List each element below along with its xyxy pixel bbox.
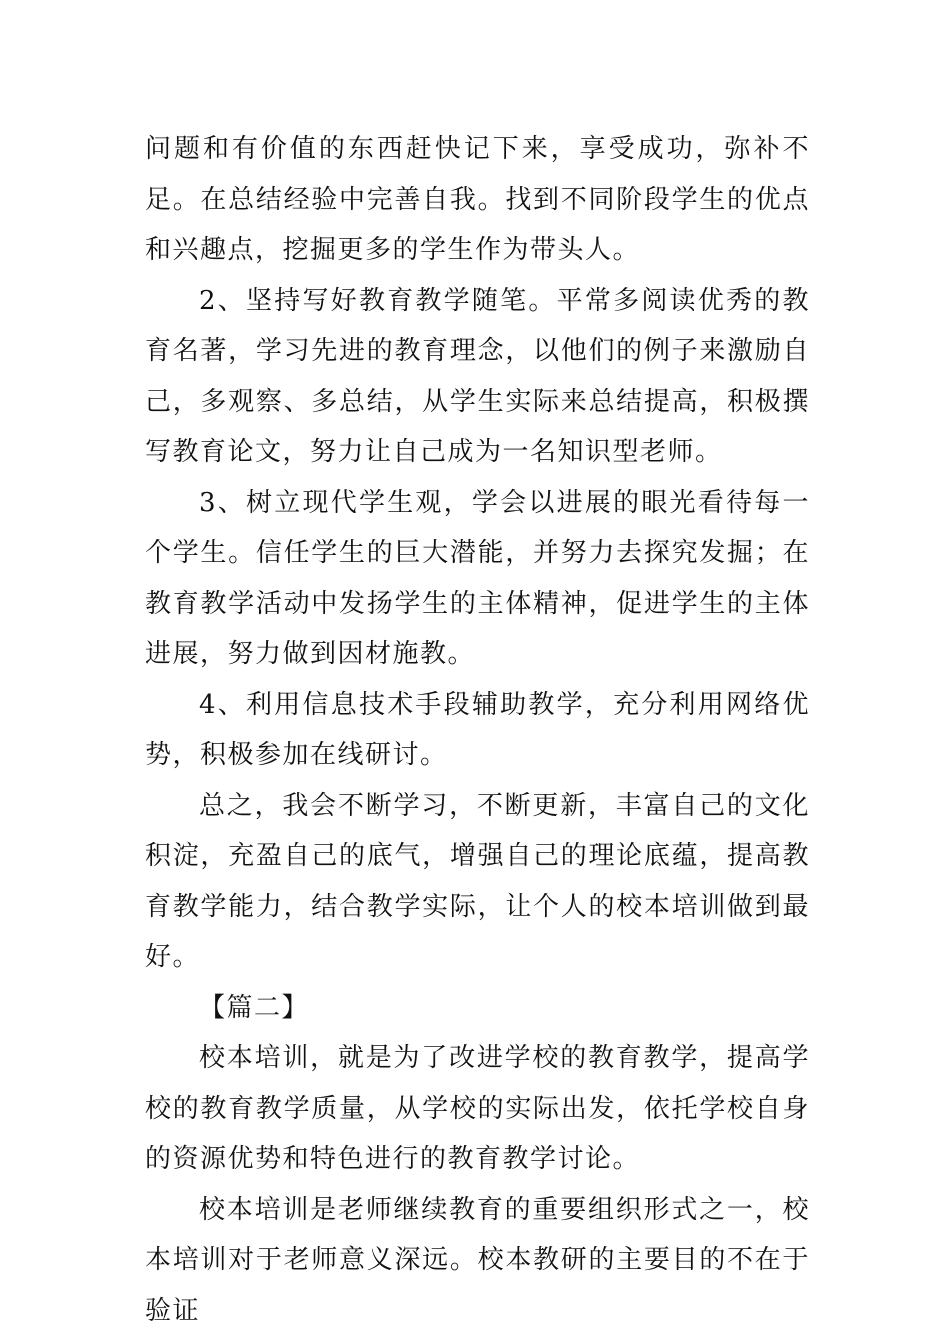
paragraph-point-4: 4、利用信息技术手段辅助教学，充分利用网络优势，积极参加在线研讨。 [145,689,810,770]
paragraph-significance: 校本培训是老师继续教育的重要组织形式之一，校本培训对于老师意义深远。校本教研的主要目的不在于验证 [145,1194,810,1326]
section-heading: 【篇二】 [199,992,310,1023]
paragraph-point-2: 2、坚持写好教育教学随笔。平常多阅读优秀的教育名著，学习先进的教育理念，以他们的例子来激励自己，多观察、多总结，从学生实际来总结提高，积极撰写教育论文，努力让自己成为一名知识型老师。 [145,285,810,467]
paragraph-conclusion: 总之，我会不断学习，不断更新，丰富自己的文化积淀，充盈自己的底气，增强自己的理论底蕴，提高教育教学能力，结合教学实际，让个人的校本培训做到最好。 [145,790,810,972]
paragraph-continuation: 问题和有价值的东西赶快记下来，享受成功，弥补不足。在总结经验中完善自我。找到不同阶段学生的优点和兴趣点，挖掘更多的学生作为带头人。 [145,134,810,265]
document-body [145,124,810,1336]
paragraph-definition: 校本培训，就是为了改进学校的教育教学，提高学校的教育教学质量，从学校的实际出发，依托学校自身的资源优势和特色进行的教育教学讨论。 [145,1043,810,1174]
paragraph-point-3: 3、树立现代学生观，学会以进展的眼光看待每一个学生。信任学生的巨大潜能，并努力去探究发掘；在教育教学活动中发扬学生的主体精神，促进学生的主体进展，努力做到因材施教。 [145,487,810,669]
